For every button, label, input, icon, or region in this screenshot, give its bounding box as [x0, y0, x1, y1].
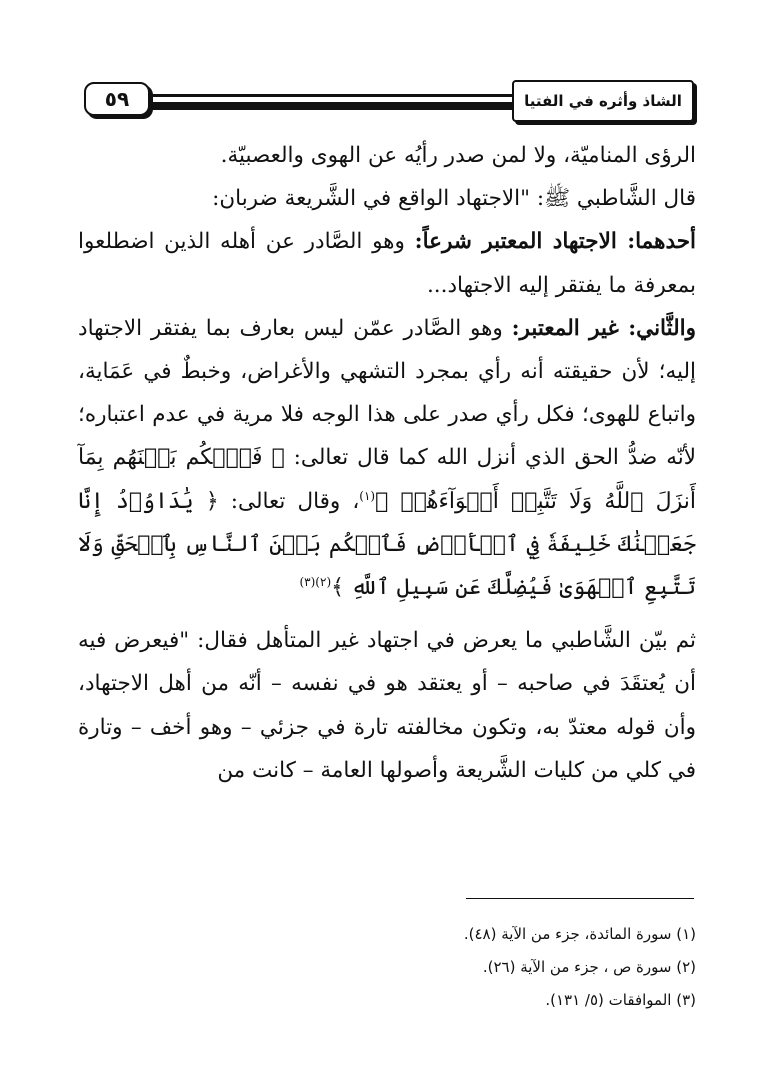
paragraph-1: الرؤى المناميّة، ولا لمن صدر رأيُه عن الهوى والعصبيّة.	[220, 143, 696, 168]
footnote-separator	[466, 898, 694, 899]
running-title: الشاذ وأثره في الفتيا	[512, 80, 694, 122]
quran-verse-2: ﴿ يَٰدَاوُۥدُ إِنَّا جَعَلۡنَٰكَ خَلِيفَةٗ فِي ٱلۡأَرۡضِ فَٱحۡكُم بَيۡنَ ٱلنَّاسِ بِٱلۡحَقِّ وَلَا تَتَّبِعِ ٱلۡهَوَىٰ فَيُضِلَّكَ عَن سَبِيلِ ٱللَّهِ ﴾	[78, 488, 696, 601]
footnote-3: (٣) الموافقات (٥/ ١٣١).	[545, 991, 696, 1009]
paragraph-3	[78, 220, 696, 306]
page-header	[78, 80, 702, 124]
first-type-heading: أحدهما: الاجتهاد المعتبر شرعاً:	[414, 229, 696, 255]
main-text	[78, 134, 696, 792]
paragraph-4	[78, 307, 696, 609]
page-number: ٥٩	[84, 82, 150, 116]
connector-text: ، وقال تعالى:	[218, 488, 360, 514]
quran-verse-1: ﴿ فَٱحۡكُم بَيۡنَهُم بِمَآ أَنزَلَ ٱللَّهُ وَلَا تَتَّبِعۡ أَهۡوَآءَهُمۡ ﴾	[78, 445, 696, 514]
second-type-text: وهو الصَّادر عمّن ليس بعارف بما يفتقر الاجتهاد إليه؛ لأن حقيقته أنه رأي بمجرد التشهي والأغراض، وخبطٌ في عَمَاية، واتباع للهوى؛ فكل رأي صدر على هذا الوجه فلا مرية في عدم اعتباره؛ لأنّه ضدُّ الحق الذي أنزل الله كما قال تعالى:	[78, 315, 696, 471]
paragraph-5: ثم بيّن الشَّاطبي ما يعرض في اجتهاد غير المتأهل فقال: "فيعرض فيه أن يُعتقَدَ في صاحبه – أو يعتقد هو في نفسه – أنّه من أهل الاجتهاد، وأن قوله معتدّ به، وتكون مخالفته تارة في جزئي – وهو أخف – وتارة في كلي من كليات الشَّريعة وأصولها العامة – كانت من	[78, 628, 696, 783]
header-rule-thin	[138, 94, 522, 97]
header-rule-thick	[138, 102, 522, 110]
paragraph-2: قال الشَّاطبي ﷺ: "الاجتهاد الواقع في الشَّريعة ضربان:	[212, 186, 696, 212]
footnote-1: (١) سورة المائدة، جزء من الآية (٤٨).	[463, 925, 696, 943]
second-type-heading: والثَّاني: غير المعتبر:	[511, 315, 696, 341]
first-type-text: وهو الصَّادر عن أهله الذين اضطلعوا بمعرفة ما يفتقر إليه الاجتهاد...	[78, 229, 696, 298]
footnote-marker-2-3: (٢)(٣)	[299, 574, 332, 589]
footnotes	[78, 918, 696, 1017]
footnote-marker-1: (١)	[359, 488, 376, 503]
footnote-2: (٢) سورة ص ، جزء من الآية (٢٦).	[482, 958, 696, 976]
